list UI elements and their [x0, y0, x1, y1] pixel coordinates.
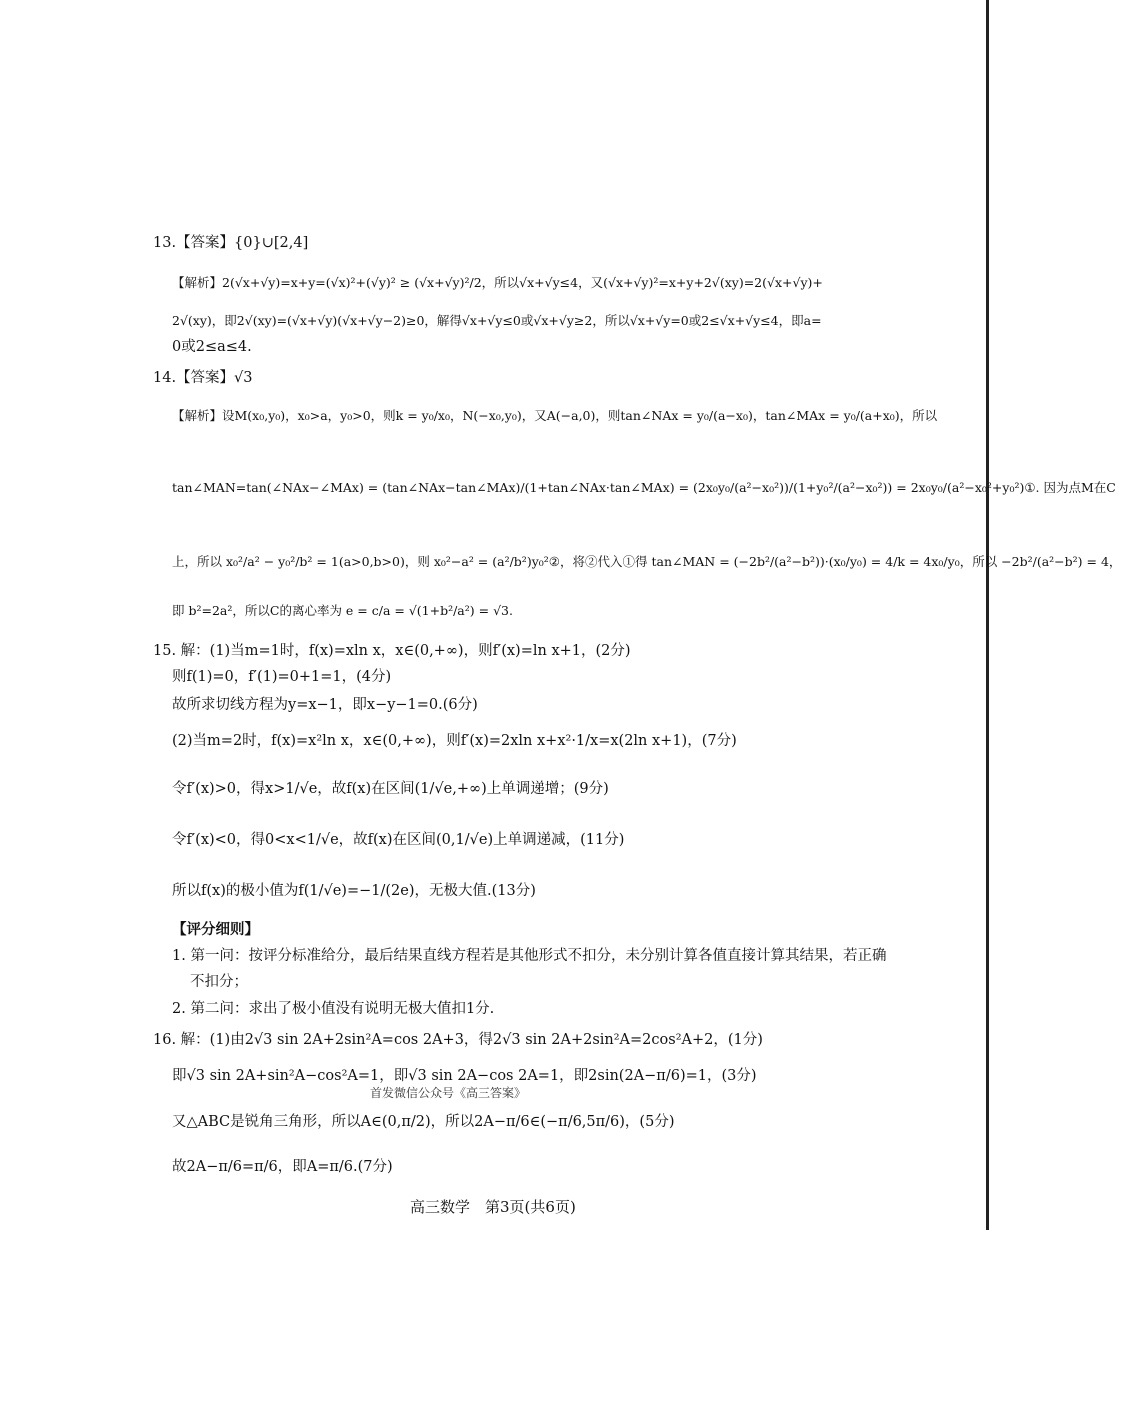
q13-analysis-line-1: 【解析】2(√x+√y)=x+y=(√x)²+(√y)² ≥ (√x+√y)²/2，所以√x+√y≤4，又(√x+√y)²=x+y+2√(xy)=2(√x+√y)+ — [172, 275, 823, 290]
q16-line-4: 故2A−π/6=π/6，即A=π/6.(7分) — [172, 1159, 393, 1175]
page-edge-line — [986, 0, 989, 1230]
rubric-title: 【评分细则】 — [172, 921, 259, 938]
rubric-item-1-cont: 不扣分； — [190, 974, 248, 990]
q15-line-4: (2)当m=2时，f(x)=x²ln x，x∈(0,+∞)，则f′(x)=2xln x+x²·1/x=x(2ln x+1)，(7分) — [172, 733, 737, 749]
q15-line-7: 所以f(x)的极小值为f(1/√e)=−1/(2e)，无极大值.(13分) — [172, 883, 536, 899]
q14-analysis-line-3: 上，所以 x₀²/a² − y₀²/b² = 1(a>0,b>0)，则 x₀²−a² = (a²/b²)y₀²②，将②代入①得 tan∠MAN = (−2b²/(a²−b²))·(x₀/y₀) = 4/k = 4x₀/y₀，所以 −2b²/(a²−b²) = 4， — [172, 554, 1121, 569]
q15-line-3: 故所求切线方程为y=x−1，即x−y−1=0.(6分) — [172, 697, 478, 713]
rubric-item-1: 1. 第一问：按评分标准给分，最后结果直线方程若是其他形式不扣分，未分别计算各值直接计算其结果，若正确 — [172, 948, 887, 964]
q16-line-1: 16. 解：(1)由2√3 sin 2A+2sin²A=cos 2A+3，得2√3 sin 2A+2sin²A=2cos²A+2，(1分) — [153, 1032, 763, 1048]
watermark-text: 首发微信公众号《高三答案》 — [370, 1086, 527, 1100]
q13-analysis-line-3: 0或2≤a≤4. — [172, 339, 252, 355]
q15-line-1: 15. 解：(1)当m=1时，f(x)=xln x，x∈(0,+∞)，则f′(x)=ln x+1，(2分) — [153, 643, 631, 659]
q15-line-6: 令f′(x)<0，得0<x<1/√e，故f(x)在区间(0,1/√e)上单调递减，(11分) — [172, 832, 625, 848]
q16-line-2: 即√3 sin 2A+sin²A−cos²A=1，即√3 sin 2A−cos 2A=1，即2sin(2A−π/6)=1，(3分) — [172, 1068, 757, 1084]
q15-line-5: 令f′(x)>0，得x>1/√e，故f(x)在区间(1/√e,+∞)上单调递增；(9分) — [172, 781, 609, 797]
q14-answer: 14.【答案】√3 — [153, 370, 253, 386]
q14-analysis-line-2: tan∠MAN=tan(∠NAx−∠MAx) = (tan∠NAx−tan∠MAx)/(1+tan∠NAx·tan∠MAx) = (2x₀y₀/(a²−x₀²))/(1+y₀²/(a²−x₀²)) = 2x₀y₀/(a²−x₀²+y₀²)①. 因为点M在C — [172, 480, 1116, 495]
rubric-item-2: 2. 第二问：求出了极小值没有说明无极大值扣1分. — [172, 1001, 495, 1017]
q13-answer: 13.【答案】{0}∪[2,4] — [153, 235, 309, 251]
q16-line-3: 又△ABC是锐角三角形，所以A∈(0,π/2)，所以2A−π/6∈(−π/6,5π/6)，(5分) — [172, 1114, 675, 1130]
q14-analysis-line-1: 【解析】设M(x₀,y₀)，x₀>a，y₀>0，则k = y₀/x₀，N(−x₀,y₀)，又A(−a,0)，则tan∠NAx = y₀/(a−x₀)，tan∠MAx = y₀/(a+x₀)，所以 — [172, 408, 938, 423]
page-footer: 高三数学 第3页(共6页) — [410, 1198, 576, 1216]
q15-line-2: 则f(1)=0，f′(1)=0+1=1，(4分) — [172, 669, 392, 685]
q13-analysis-line-2: 2√(xy)，即2√(xy)=(√x+√y)(√x+√y−2)≥0，解得√x+√y≤0或√x+√y≥2，所以√x+√y=0或2≤√x+√y≤4，即a= — [172, 313, 822, 328]
q14-analysis-line-4: 即 b²=2a²，所以C的离心率为 e = c/a = √(1+b²/a²) = √3. — [172, 603, 513, 618]
